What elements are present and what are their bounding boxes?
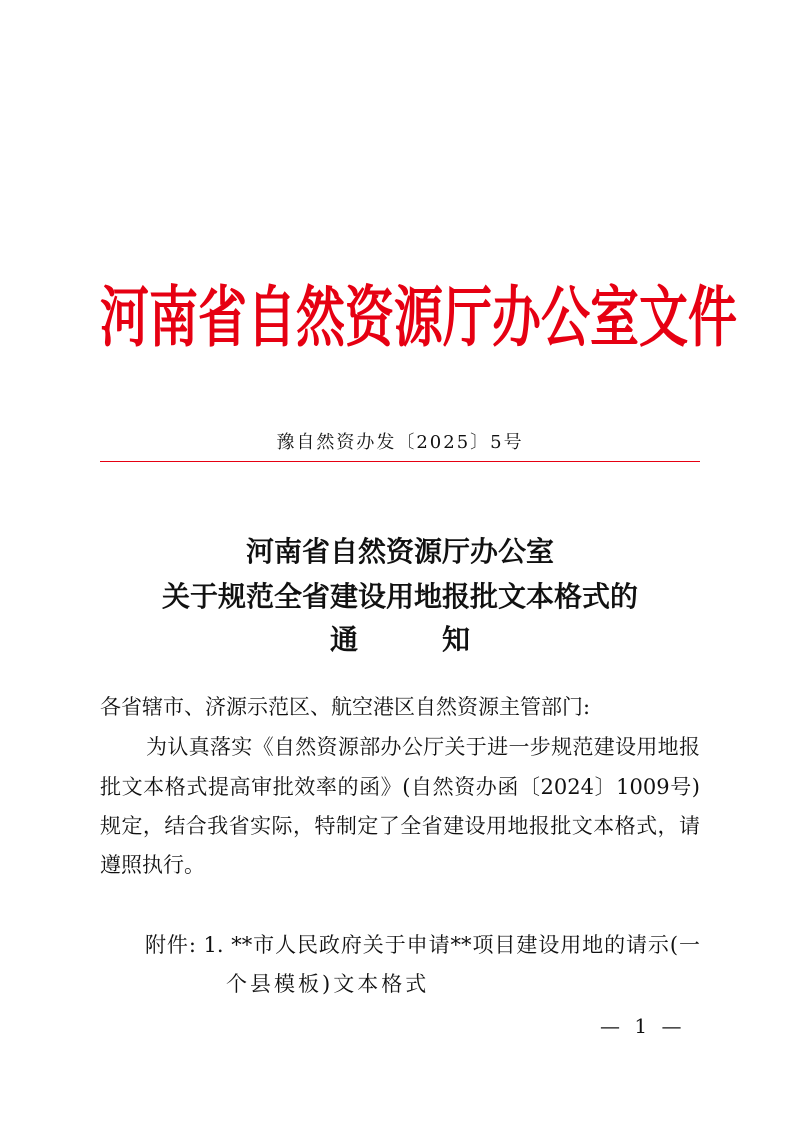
title-line-3: 通 知 xyxy=(329,623,470,656)
title-line-2: 关于规范全省建设用地报批文本格式的 xyxy=(161,580,638,613)
body-line-2: 批文本格式提高审批效率的函》(自然资办函〔2024〕1009号) xyxy=(100,775,700,799)
document-number: 豫自然资办发〔2025〕5号 xyxy=(276,432,524,453)
salutation: 各省辖市、济源示范区、航空港区自然资源主管部门: xyxy=(100,695,591,719)
red-divider xyxy=(100,461,700,462)
attachment-line-2: 个县模板)文本格式 xyxy=(226,972,430,996)
body-line-4: 遵照执行。 xyxy=(100,853,205,877)
body-line-1: 为认真落实《自然资源部办公厅关于进一步规范建设用地报 xyxy=(146,735,700,759)
body-line-3: 规定，结合我省实际，特制定了全省建设用地报批文本格式，请 xyxy=(100,814,700,838)
title-line-1: 河南省自然资源厅办公室 xyxy=(245,535,554,568)
attachment-line-1: 附件: 1. **市人民政府关于申请**项目建设用地的请示(一 xyxy=(145,933,700,957)
page-number: — 1 — xyxy=(600,1014,686,1038)
masthead-title: 河南省自然资源厅办公室文件 xyxy=(100,277,738,357)
